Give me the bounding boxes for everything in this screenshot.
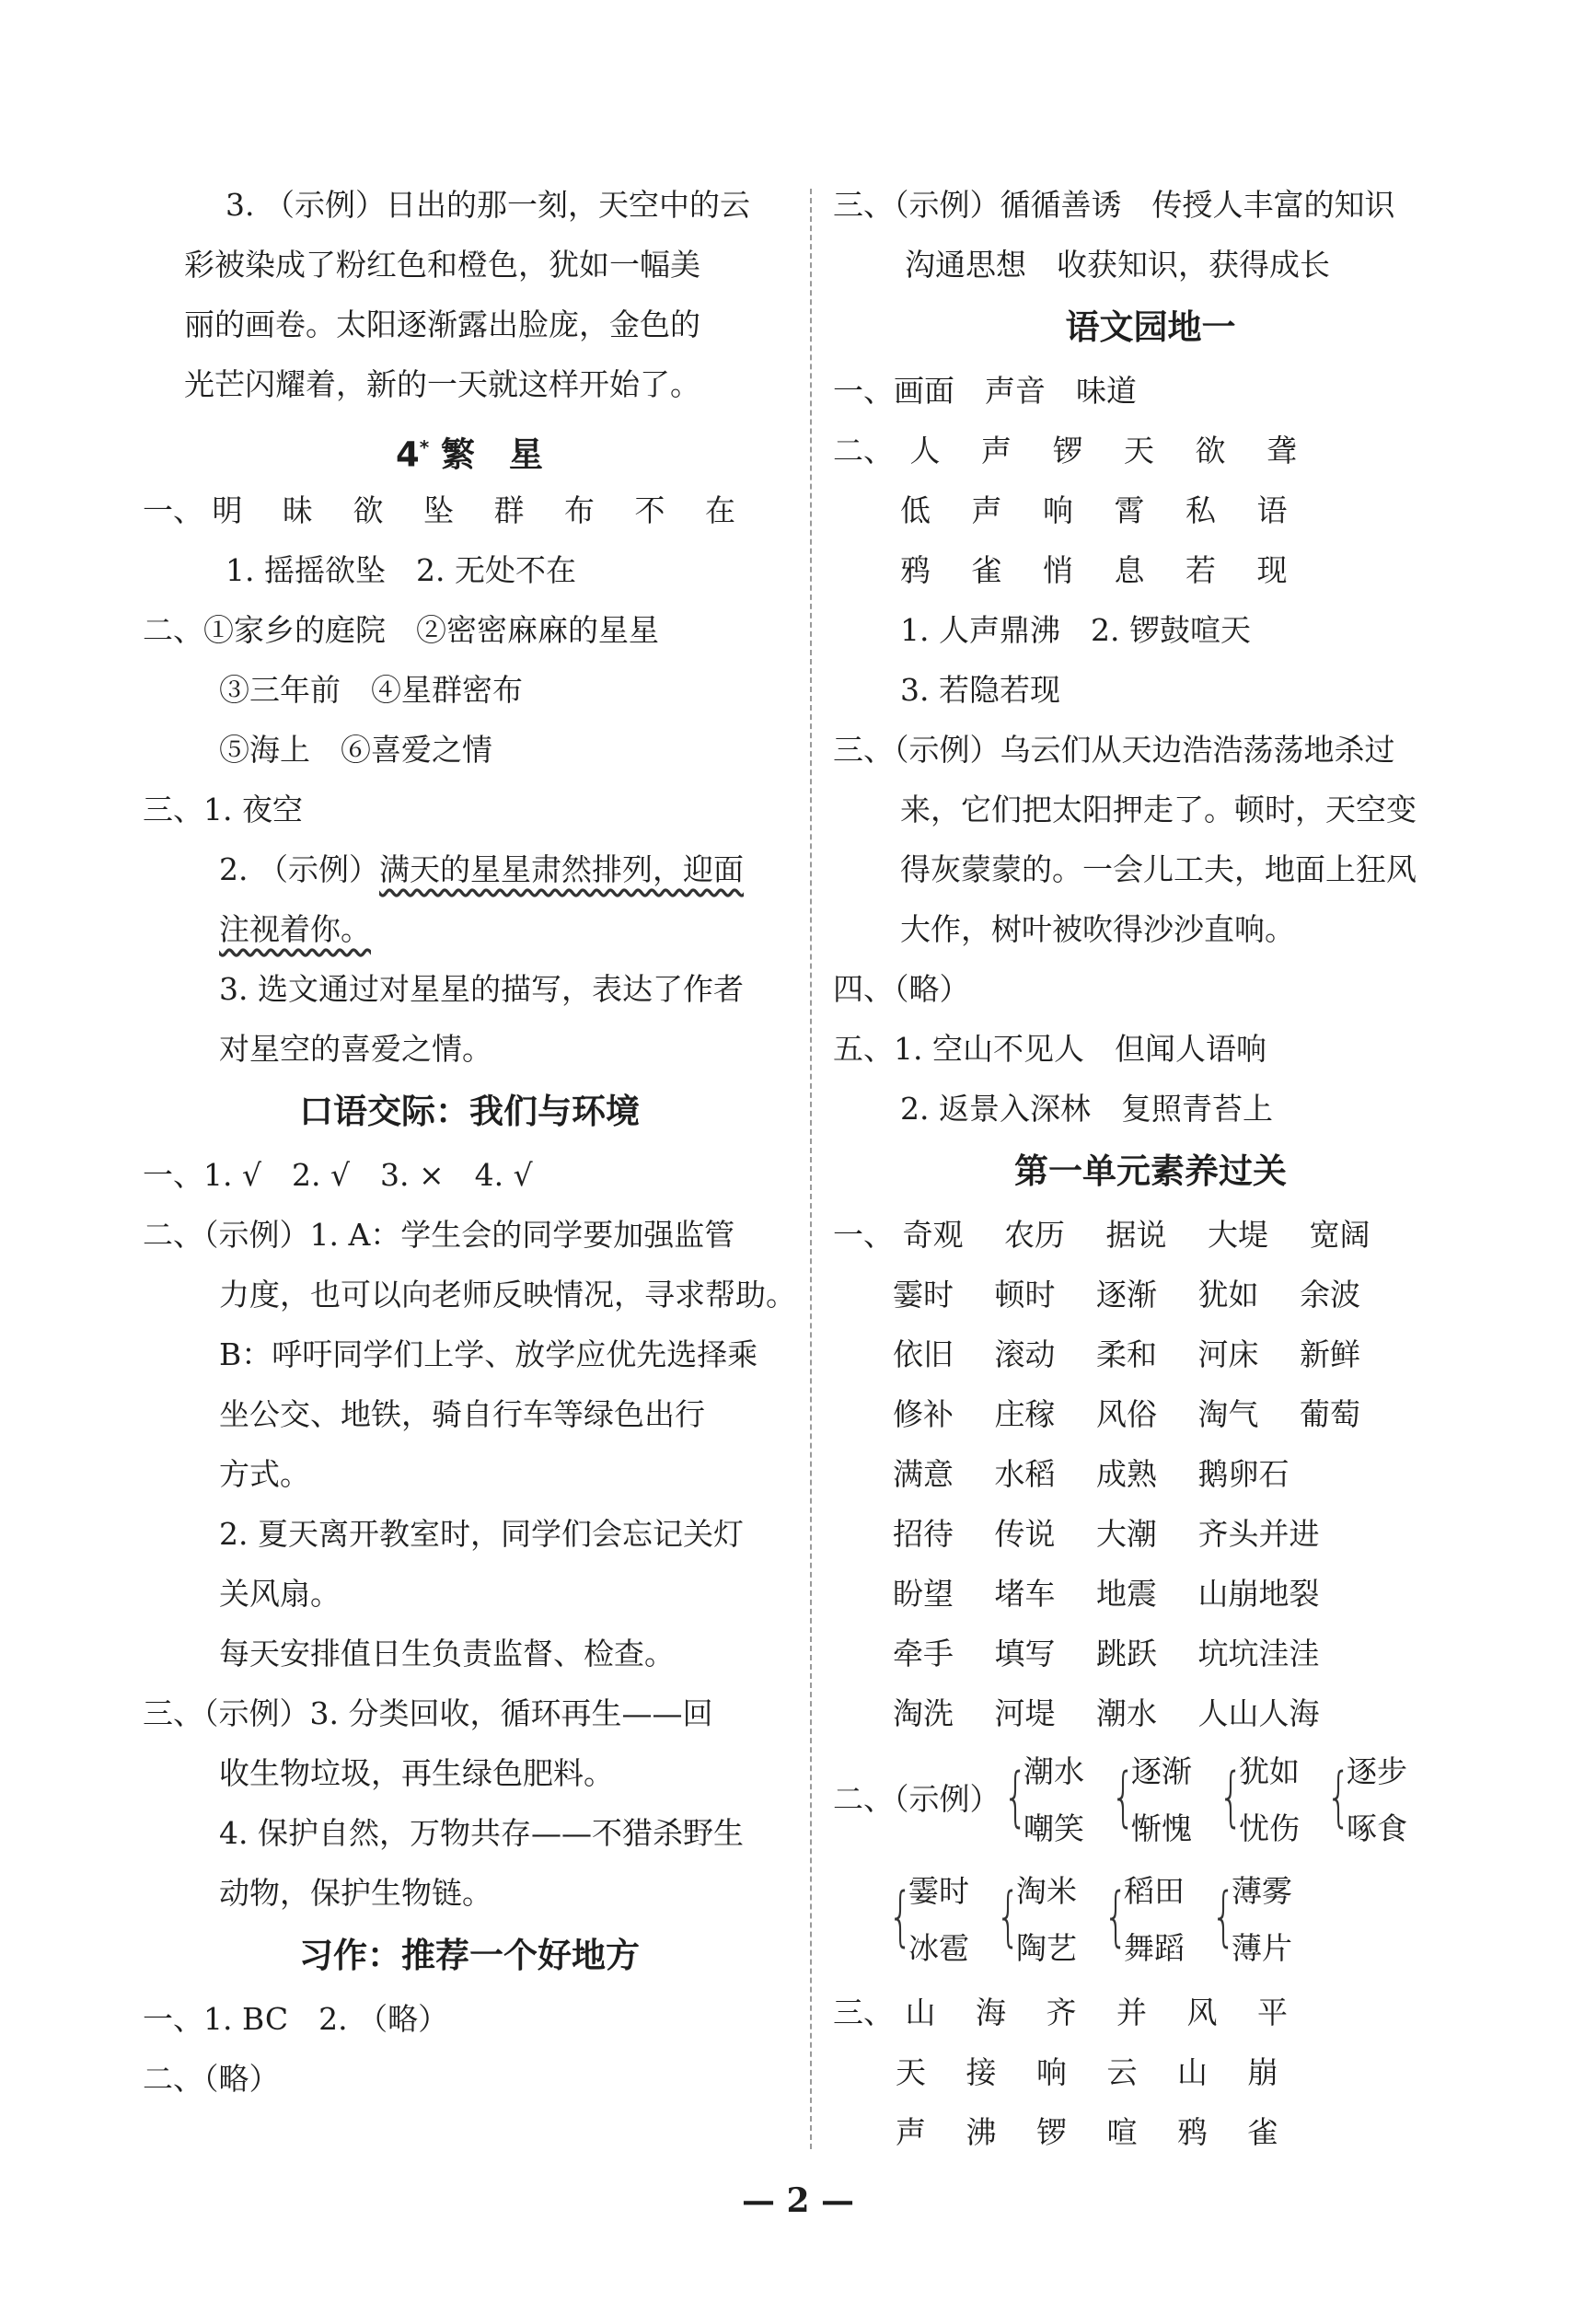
answer-line: 4. 保护自然，万物共存——不猎杀野生 — [219, 1815, 744, 1851]
brace-icon: { — [1003, 1759, 1028, 1834]
vocab-word: 填写 — [994, 1636, 1056, 1671]
section-label: 二、（示例） — [833, 1781, 1000, 1817]
char-item: 息 — [1114, 552, 1145, 588]
char-item: 锣 — [1052, 433, 1083, 468]
wavy-underlined-text: 注视着你。 — [219, 911, 371, 947]
answer-line: 3. （示例）日出的那一刻，天空中的云 — [226, 187, 750, 223]
answer-line: 3. 选文通过对星星的描写，表达了作者 — [219, 971, 744, 1007]
vocab-word: 潮水 — [1096, 1695, 1157, 1731]
vocab-word: 宽阔 — [1309, 1217, 1370, 1253]
vocab-word: 盼望 — [893, 1576, 954, 1612]
char-item: 山 — [1177, 2054, 1208, 2090]
word-pair — [1003, 1743, 1109, 1858]
answer-line: 2. 夏天离开教室时，同学们会忘记关灯 — [219, 1516, 744, 1552]
char-item: 雀 — [1247, 2114, 1278, 2150]
vocab-word: 山崩地裂 — [1197, 1576, 1320, 1612]
answer-line: 3. 若隐若现 — [900, 672, 1060, 708]
answer-line: 一、画面 声音 味道 — [833, 373, 1137, 409]
section-heading: 第一单元素养过关 — [1014, 1151, 1287, 1191]
answer-line: 二、①家乡的庭院 ②密密麻麻的星星 — [143, 612, 659, 648]
char-item: 天 — [896, 2054, 926, 2090]
brace-icon: { — [1111, 1759, 1136, 1834]
answer-line: 动物，保护生物链。 — [219, 1875, 492, 1911]
pair-word: 冰雹 — [908, 1930, 969, 1966]
vocab-word: 葡萄 — [1300, 1396, 1360, 1432]
wavy-underlined-text: 满天的星星肃然排列，迎面 — [378, 851, 744, 887]
answer-line: 光芒闪耀着，新的一天就这样开始了。 — [184, 366, 700, 402]
lesson-number: 4 — [395, 434, 420, 475]
vocab-word: 农历 — [1004, 1217, 1065, 1253]
answer-line: 1. 人声鼎沸 2. 锣鼓喧天 — [900, 612, 1251, 648]
answer-line: B：呼吁同学们上学、放学应优先选择乘 — [219, 1336, 758, 1372]
vocab-word: 庄稼 — [994, 1396, 1056, 1432]
section-label: 二、 — [833, 433, 894, 468]
char-item: 悄 — [1043, 552, 1073, 588]
vocab-word: 堵车 — [994, 1576, 1056, 1612]
answer-line: 力度，也可以向老师反映情况，寻求帮助。 — [219, 1277, 796, 1313]
char-item: 不 — [634, 492, 665, 528]
vocab-word: 传说 — [994, 1516, 1056, 1552]
answer-line: 一、1. BC 2. （略） — [143, 2001, 449, 2037]
answer-line: ③三年前 ④星群密布 — [219, 672, 523, 708]
char-item: 齐 — [1046, 1995, 1077, 2030]
char-item: 响 — [1043, 492, 1073, 528]
char-item: 云 — [1106, 2054, 1138, 2090]
char-item: 群 — [493, 492, 525, 528]
lesson-heading — [152, 414, 787, 480]
brace-icon: { — [1326, 1759, 1351, 1834]
brace-icon: { — [888, 1879, 913, 1954]
vocab-word: 修补 — [893, 1396, 954, 1432]
vocab-word: 淘洗 — [893, 1695, 954, 1731]
section-label: 一、 — [833, 1217, 894, 1253]
vocab-word: 成熟 — [1096, 1456, 1157, 1492]
pair-word: 逐渐 — [1131, 1753, 1192, 1789]
vocab-word: 牵手 — [893, 1636, 954, 1671]
vocab-word: 余波 — [1300, 1277, 1360, 1313]
vocab-word: 鹅卵石 — [1197, 1456, 1290, 1492]
vocab-word: 地震 — [1096, 1576, 1157, 1612]
char-item: 昧 — [283, 492, 313, 528]
vocab-row — [833, 1624, 1468, 1683]
char-item: 在 — [705, 492, 735, 528]
pair-word: 犹如 — [1239, 1753, 1300, 1789]
pair-word: 陶艺 — [1016, 1930, 1077, 1966]
vocab-word: 滚动 — [994, 1336, 1056, 1372]
answer-line — [152, 839, 787, 899]
section-label: 一、 — [143, 492, 203, 528]
char-item: 山 — [905, 1995, 936, 2030]
vocab-word: 逐渐 — [1096, 1277, 1157, 1313]
char-item: 喧 — [1106, 2114, 1138, 2150]
pair-word: 潮水 — [1024, 1753, 1084, 1789]
word-pair — [888, 1863, 994, 1978]
char-item: 平 — [1257, 1995, 1288, 2030]
answer-line: 关风扇。 — [219, 1576, 341, 1612]
lesson-title: 繁 星 — [441, 434, 544, 475]
word-pair — [1111, 1743, 1217, 1858]
brace-icon: { — [1211, 1879, 1236, 1954]
vocab-row — [833, 1564, 1468, 1624]
answer-line: 三、（示例）循循善诱 传授人丰富的知识 — [833, 187, 1395, 223]
brace-icon: { — [1219, 1759, 1243, 1834]
section-label: 三、 — [833, 1995, 894, 2030]
answer-line: 每天安排值日生负责监督、检查。 — [219, 1636, 675, 1671]
char-item: 响 — [1036, 2054, 1067, 2090]
vocab-word: 满意 — [893, 1456, 954, 1492]
pair-word: 薄雾 — [1232, 1873, 1292, 1909]
char-item: 布 — [564, 492, 595, 528]
homophone-pairs-row — [833, 1863, 1468, 1983]
char-row — [833, 421, 1468, 480]
brace-icon: { — [996, 1879, 1021, 1954]
char-item: 天 — [1124, 433, 1154, 468]
char-item: 沸 — [966, 2114, 997, 2150]
vocab-row — [833, 1683, 1468, 1743]
char-item: 声 — [971, 492, 1002, 528]
char-row — [833, 1983, 1468, 2042]
char-item: 欲 — [353, 492, 384, 528]
answer-line: 对星空的喜爱之情。 — [219, 1031, 492, 1067]
char-item: 人 — [909, 433, 941, 468]
char-item: 崩 — [1247, 2054, 1278, 2090]
vocab-word: 奇观 — [902, 1217, 964, 1253]
answer-line: 2. 返景入深林 复照青苔上 — [900, 1091, 1273, 1127]
char-item: 声 — [896, 2114, 926, 2150]
vocab-word: 水稻 — [994, 1456, 1056, 1492]
vocab-word: 风俗 — [1096, 1396, 1157, 1432]
char-item: 低 — [900, 492, 931, 528]
vocab-word: 据说 — [1105, 1217, 1167, 1253]
section-heading: 口语交际：我们与环境 — [299, 1092, 640, 1131]
vocab-row — [833, 1444, 1468, 1504]
brace-icon: { — [1104, 1879, 1128, 1954]
vocab-word: 霎时 — [893, 1277, 954, 1313]
lesson-star: * — [419, 436, 430, 458]
vocab-word: 坑坑洼洼 — [1197, 1636, 1320, 1671]
char-item: 接 — [966, 2054, 997, 2090]
vocab-word: 跳跃 — [1096, 1636, 1157, 1671]
answer-line: 三、1. 夜空 — [143, 792, 303, 827]
char-item: 霄 — [1114, 492, 1145, 528]
page-number: — 2 — — [741, 2181, 855, 2220]
word-pair — [1211, 1863, 1317, 1978]
answer-line: 大作，树叶被吹得沙沙直响。 — [900, 911, 1295, 947]
word-pair — [1219, 1743, 1324, 1858]
word-pair — [1104, 1863, 1209, 1978]
answer-prefix: 2. （示例） — [219, 851, 379, 887]
answer-line: 三、（示例）3. 分类回收，循环再生——回 — [143, 1695, 713, 1731]
vocab-word: 河床 — [1197, 1336, 1259, 1372]
pair-word: 淘米 — [1016, 1873, 1077, 1909]
vocab-word: 犹如 — [1197, 1277, 1259, 1313]
answer-line: 收生物垃圾，再生绿色肥料。 — [219, 1755, 614, 1791]
pair-word: 霎时 — [908, 1873, 969, 1909]
answer-line: 二、（略） — [143, 2061, 280, 2097]
char-item: 聋 — [1266, 433, 1297, 468]
char-item: 海 — [976, 1995, 1006, 2030]
char-item: 语 — [1256, 492, 1288, 528]
vocab-row — [833, 1265, 1468, 1324]
answer-line: 五、1. 空山不见人 但闻人语响 — [833, 1031, 1266, 1067]
vocab-word: 新鲜 — [1300, 1336, 1360, 1372]
answer-line — [152, 899, 787, 959]
pair-word: 舞蹈 — [1124, 1930, 1185, 1966]
word-pair — [1326, 1743, 1432, 1858]
vocab-word: 淘气 — [1197, 1396, 1259, 1432]
vocab-word: 大堤 — [1208, 1217, 1268, 1253]
pair-word: 啄食 — [1347, 1810, 1407, 1846]
vocab-row — [833, 1324, 1468, 1384]
char-item: 锣 — [1036, 2114, 1067, 2150]
vocab-row — [833, 1205, 1468, 1265]
word-pair — [996, 1863, 1102, 1978]
char-row — [143, 480, 787, 540]
answer-line: 丽的画卷。太阳逐渐露出脸庞，金色的 — [184, 306, 700, 342]
homophone-pairs-row — [833, 1743, 1468, 1863]
section-heading: 语文园地一 — [1065, 307, 1236, 347]
answer-line: 一、1. √ 2. √ 3. × 4. √ — [143, 1157, 533, 1193]
column-divider — [810, 189, 812, 2149]
char-item: 并 — [1116, 1995, 1147, 2030]
answer-line: 1. 摇摇欲坠 2. 无处不在 — [226, 552, 576, 588]
answer-line: 彩被染成了粉红色和橙色，犹如一幅美 — [184, 247, 700, 283]
char-row — [833, 2102, 1468, 2162]
pair-word: 逐步 — [1347, 1753, 1407, 1789]
section-heading: 习作：推荐一个好地方 — [299, 1936, 640, 1975]
answer-line: 四、（略） — [833, 971, 970, 1007]
char-item: 风 — [1186, 1995, 1218, 2030]
char-item: 欲 — [1195, 433, 1226, 468]
answer-line: 来，它们把太阳押走了。顿时，天空变 — [900, 792, 1417, 827]
char-item: 雀 — [971, 552, 1002, 588]
pair-word: 忧伤 — [1239, 1810, 1300, 1846]
vocab-word: 人山人海 — [1197, 1695, 1320, 1731]
answer-line: 得灰蒙蒙的。一会儿工夫，地面上狂风 — [900, 851, 1417, 887]
char-item: 明 — [212, 492, 243, 528]
vocab-word: 河堤 — [994, 1695, 1056, 1731]
answer-line: 二、（示例）1. A：学生会的同学要加强监管 — [143, 1217, 735, 1253]
vocab-row — [833, 1504, 1468, 1564]
char-item: 声 — [981, 433, 1012, 468]
answer-line: ⑤海上 ⑥喜爱之情 — [219, 732, 492, 768]
pair-word: 稻田 — [1124, 1873, 1185, 1909]
char-item: 鸦 — [900, 552, 931, 588]
char-item: 鸦 — [1177, 2114, 1208, 2150]
char-row — [833, 480, 1468, 540]
char-item: 若 — [1185, 552, 1216, 588]
vocab-word: 依旧 — [893, 1336, 954, 1372]
answer-line: 坐公交、地铁，骑自行车等绿色出行 — [219, 1396, 705, 1432]
vocab-word: 大潮 — [1096, 1516, 1157, 1552]
pair-word: 嘲笑 — [1024, 1810, 1084, 1846]
right-column — [833, 175, 1468, 2162]
char-row — [833, 540, 1468, 600]
char-item: 私 — [1185, 492, 1216, 528]
vocab-word: 柔和 — [1096, 1336, 1157, 1372]
char-item: 现 — [1256, 552, 1288, 588]
char-row — [833, 2042, 1468, 2102]
vocab-word: 顿时 — [994, 1277, 1056, 1313]
pair-word: 薄片 — [1232, 1930, 1292, 1966]
pair-word: 惭愧 — [1131, 1810, 1192, 1846]
vocab-word: 齐头并进 — [1197, 1516, 1320, 1552]
left-column — [143, 175, 796, 2109]
answer-line: 方式。 — [219, 1456, 310, 1492]
answer-line: 沟通思想 收获知识，获得成长 — [905, 247, 1330, 283]
char-item: 坠 — [423, 492, 454, 528]
answer-line: 三、（示例）乌云们从天边浩浩荡荡地杀过 — [833, 732, 1395, 768]
vocab-row — [833, 1384, 1468, 1444]
vocab-word: 招待 — [893, 1516, 954, 1552]
